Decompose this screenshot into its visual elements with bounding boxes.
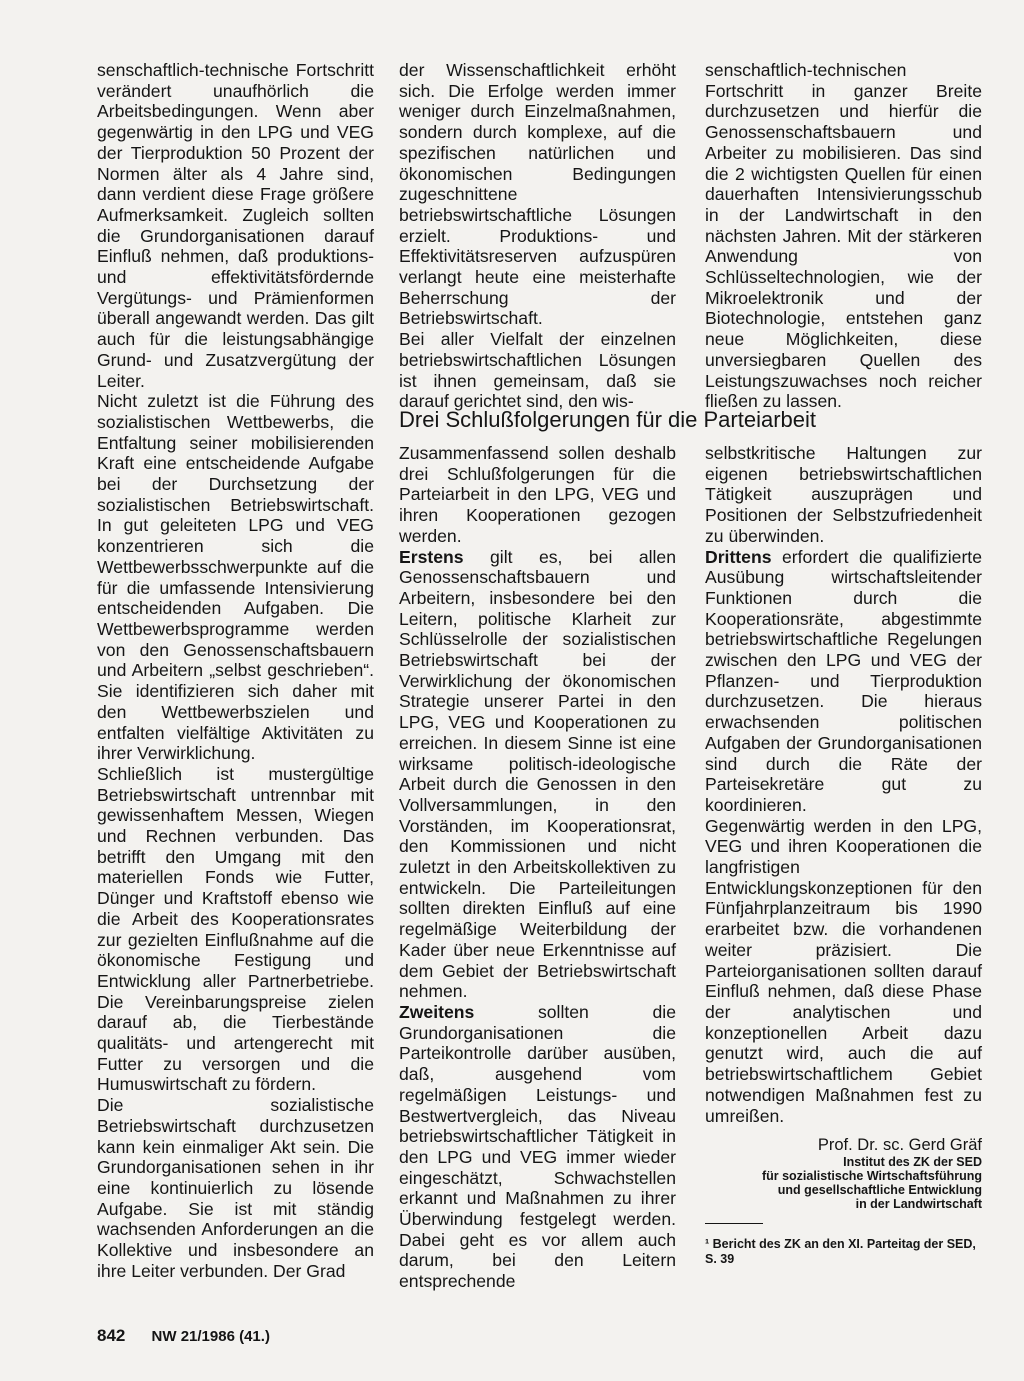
paragraph: senschaftlich-technischen Fortschritt in ganzer Breite durchzusetzen und hierfür die Genossenschaftsbauern und Arbeiter zu mobilisieren. Das sind die 2 wichtigsten Quellen für einen dauerhaften Intensivierungsschub in der Landwirtschaft in den nächsten Jahren. Mit der stärkeren Anwendung von Schlüsseltechnologien, wie der Mikroelektronik und der Biotechnologie, entstehen ganz neue Möglichkeiten, diese unversiegbaren Quellen des Leistungszuwachses noch reicher fließen zu lassen. [705,60,982,412]
issue-label: NW 21/1986 (41.) [151,1328,270,1345]
paragraph [705,547,982,816]
column-1 [97,60,374,1281]
paragraph: selbstkritische Haltungen zur eigenen betriebswirtschaftlichen Tätigkeit auszuprägen und Positionen der Selbstzufriedenheit zu überwinden. [705,443,982,546]
paragraph: Die sozialistische Betriebswirtschaft durchzusetzen kann kein einmaliger Akt sein. Die Grundorganisationen sehen in ihr eine kontinuierlich zu lösende Aufgabe. Sie ist mit ständig wachsenden Anforderungen an die Kollektive und insbesondere an ihre Leiter verbunden. Der Grad [97,1095,374,1281]
page-number: 842 [97,1326,126,1345]
paragraph: Zusammenfassend sollen deshalb drei Schlußfolgerungen für die Parteiarbeit in den LPG, VEG und ihren Kooperationen gezogen werden. [399,443,676,546]
footnote-rule [705,1223,763,1224]
paragraph: Schließlich ist mustergültige Betriebswirtschaft untrennbar mit gewissenhaftem Messen, Wiegen und Rechnen verbunden. Das betrifft den Umgang mit den materiellen Fonds wie Futter, Dünger und Kraftstoff ebenso wie die Arbeit des Kooperationsrates zur gezielten Einflußnahme auf die ökonomische Festigung und Entwicklung aller Partnerbetriebe. Die Vereinbarungspreise zielen darauf ab, die Tierbestände qualitäts- und artengerecht mit Futter zu versorgen und die Humuswirtschaft zu fördern. [97,763,374,1095]
paragraph [399,1002,676,1292]
paragraph: der Wissenschaftlichkeit erhöht sich. Die Erfolge werden immer weniger durch Einzelmaßnahmen, sondern durch komplexe, auf die spezifischen natürlichen und ökonomischen Bedingungen zugeschnittene betriebswirtschaftliche Lösungen erzielt. Produktions- und Effektivitätsreserven aufzuspüren verlangt heute eine meisterhafte Beherrschung der Betriebswirtschaft. [399,60,676,329]
institution-line: Institut des ZK der SED [843,1155,982,1169]
column-2-top [399,60,676,412]
author-signature [705,1135,982,1211]
page-footer [97,1327,270,1346]
lead-word: Drittens [705,546,772,567]
paragraph: Nicht zuletzt ist die Führung des sozialistischen Wettbewerbs, die Entfaltung seiner mobilisierenden Kraft eine entscheidende Aufgabe bei der Durchsetzung der sozialistischen Betriebswirtschaft. In gut geleiteten LPG und VEG konzentrieren sich die Wettbewerbsschwerpunkte auf die für die umfassende Intensivierung entscheidenden Aufgaben. Die Wettbewerbsprogramme werden von den Genossenschaftsbauern und Arbeitern „selbst geschrieben“. Sie identifizieren sich daher mit den Wettbewerbszielen und entfalten vielfältige Aktivitäten zu ihrer Verwirklichung. [97,391,374,764]
institution-line: für sozialistische Wirtschaftsführung [761,1169,982,1183]
column-3-bottom [705,443,982,1126]
paragraph-text: gilt es, bei allen Genossenschaftsbauern und Arbeitern, insbesondere bei den Leitern, politische Klarheit zur Schlüsselrolle der sozialistischen Betriebswirtschaft bei der Verwirklichung der ökonomischen Strategie unserer Partei in den LPG, VEG und Kooperationen zu erreichen. In diesem Sinne ist eine wirksame politisch-ideologische Arbeit durch die Genossen in den Vollversammlungen, in den Vorständen, im Kooperationsrat, den Kommissionen und nicht zuletzt in den Arbeitskollektiven zu entwickeln. Die Parteileitungen sollten direkten Einfluß auf eine regelmäßige Weiterbildung der Kader über neue Erkenntnisse auf dem Gebiet der Betriebswirtschaft nehmen. [399,546,676,1002]
paragraph-text: sollten die Grundorganisationen die Parteikontrolle darüber ausüben, daß, ausgehend vom regelmäßigen Leistungs- und Bestwertvergleich, das Niveau betriebswirtschaftlicher Tätigkeit in den LPG und VEG immer wieder eingeschätzt, Schwachstellen erkannt und Maßnahmen zu ihrer Überwindung festgelegt werden. Dabei geht es vor allem auch darum, bei den Leitern entsprechende [399,1001,676,1292]
institution-line: und gesellschaftliche Entwicklung [777,1183,982,1197]
paragraph: Bei aller Vielfalt der einzelnen betriebswirtschaftlichen Lösungen ist ihnen gemeinsam, daß sie darauf gerichtet sind, den wis- [399,329,676,412]
paragraph [399,547,676,1002]
footnote: ¹ Bericht des ZK an den XI. Parteitag der SED, S. 39 [705,1237,976,1266]
column-3-top [705,60,982,412]
institution-line: in der Landwirtschaft [855,1197,982,1211]
lead-word: Erstens [399,546,464,567]
paragraph-text: erfordert die qualifizierte Ausübung wirtschaftsleitender Funktionen durch die Kooperationsräte, abgestimmte betriebswirtschaftliche Regelungen zwischen den LPG und VEG der Pflanzen- und Tierproduktion durchzusetzen. Die hieraus erwachsenden politischen Aufgaben der Grundorganisationen sind durch die Räte der Parteisekretäre gut zu koordinieren. [705,546,982,815]
column-2-bottom [399,443,676,1292]
paragraph: senschaftlich-technische Fortschritt verändert unaufhörlich die Arbeitsbedingungen. Wenn aber gegenwärtig in den LPG und VEG der Tierproduktion 50 Prozent der Normen älter als 4 Jahre sind, dann verdient diese Frage größere Aufmerksamkeit. Zugleich sollten die Grundorganisationen darauf Einfluß nehmen, daß produktions- und effektivitätsfördernde Vergütungs- und Prämienformen überall angewandt werden. Das gilt auch für die leistungsabhängige Grund- und Zusatzvergütung der Leiter. [97,60,374,391]
section-heading: Drei Schlußfolgerungen für die Parteiarbeit [399,407,817,432]
author-name: Prof. Dr. sc. Gerd Gräf [817,1136,982,1154]
lead-word: Zweitens [399,1001,475,1022]
paragraph: Gegenwärtig werden in den LPG, VEG und ihren Kooperationen die langfristigen Entwicklungskonzeptionen für den Fünfjahrplanzeitraum bis 1990 erarbeitet bzw. die vorhandenen weiter präzisiert. Die Parteiorganisationen sollten darauf Einfluß nehmen, daß diese Phase der analytischen und konzeptionellen Arbeit dazu genutzt wird, auch die auf betriebswirtschaftlichem Gebiet notwendigen Maßnahmen fest zu umreißen. [705,815,982,1126]
